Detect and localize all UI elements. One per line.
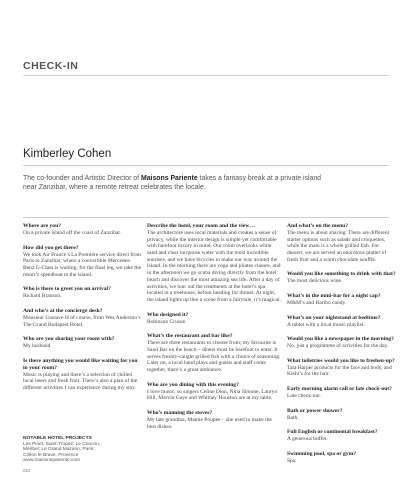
page-number: 024 — [23, 468, 31, 473]
intro-before: The co-founder and Artistic Director of — [23, 175, 141, 182]
answer: The menu is about sharing. There are different starter options such as salads and croquettes, while the main is a whole grilled fish. For dessert, we are served an enormous platter of fresh fruit and a warm chocolate soufflé. — [287, 229, 390, 263]
answer: The most delicious wine. — [287, 278, 343, 285]
answer: My late grandma, Mamie Poupée – she used to make the best dishes. — [147, 416, 272, 430]
name-rule — [23, 165, 389, 166]
question: Who is there to greet you on arrival? — [23, 286, 111, 293]
answer: No, just a programme of activities for the day. — [287, 343, 389, 350]
qa-item — [147, 223, 281, 304]
qa-item — [147, 333, 281, 373]
qa-item — [287, 293, 397, 307]
qa-item — [287, 386, 397, 400]
question: Who are you dining with this evening? — [147, 381, 239, 388]
question: And what’s on the menu? — [287, 223, 349, 229]
projects-line: Méribel; Le Grand Mazarin, Paris; — [23, 447, 95, 453]
question: What toiletries would you like to freshen-up? — [287, 357, 395, 364]
answer: There are three restaurants to choose from; my favourite is Sand Bar on the beach – diners must be barefoot to enter. It serves freshly-caught grilled fish with a choice of seasoning. Later on, a local band plays and guests and staff come together, there’s a great ambiance. — [147, 340, 281, 373]
qa-item — [147, 382, 281, 402]
qa-item — [287, 408, 397, 422]
question: What’s in the mini-bar for a night cap? — [287, 293, 381, 300]
column-2 — [147, 223, 281, 438]
qa-item — [287, 223, 397, 263]
answer: We took Air France’s La Première service direct from Paris to Zanzibar, where a convertible Mercedes-Benz G-Class is waiting; for the final leg, we take the resort’s speedboat to the island. — [23, 251, 142, 278]
answer: Bath. — [287, 414, 299, 421]
qa-item — [23, 223, 142, 237]
answer: M&M’s and Haribo candy. — [287, 299, 347, 306]
notable-projects — [23, 436, 143, 464]
qa-item — [147, 312, 281, 326]
intro-brand: Maisons Pariente — [140, 175, 198, 182]
question: Full English or continental breakfast? — [287, 429, 378, 436]
question: Is there anything you would like waiting for you in your room? — [23, 357, 138, 371]
question: What’s on your nightstand at bedtime? — [287, 314, 381, 321]
section-title: CHECK-IN — [23, 60, 79, 72]
answer: Robinson Crusoe. — [147, 318, 187, 325]
qa-item — [23, 245, 142, 279]
answer: The architecture uses local materials and creates a sense of privacy, while the interior design is simple yet comfortable with barefoot luxury in mind. Our room overlooks white sand and clear turquoise water with the most incredible sunrises, and we have bicycles to make our way around the island. In the morning there are yoga and pilates classes, and in the afternoon we go scuba diving directly from the hotel beach and discover the most amazing sea life. After a day of activities, we tour out the treatments at the hotel’s spa located in a treehouse, before heading for dinner. At night, the island lights up like a scene from a fairytale, it’s magical. — [147, 229, 281, 303]
question: Who’s manning the stoves? — [147, 409, 213, 416]
answer: A tablet with a local music playlist. — [287, 321, 365, 328]
projects-title: NOTABLE HOTEL PROJECTS — [23, 436, 92, 441]
answer: On a private island off the coast of Zanzibar. — [23, 229, 122, 236]
answer: I love music, so singers Celine Dion, Nina Simone, Lauryn Hill, Marvin Gaye and Whitney Houston are at my table. — [147, 388, 278, 402]
qa-item — [147, 410, 281, 430]
answer: Late check-out. — [287, 393, 322, 400]
question: Swimming pool, spa or gym? — [287, 451, 357, 457]
projects-url[interactable]: www.maisonspariente.com — [23, 458, 81, 464]
interview-rule — [23, 217, 389, 218]
qa-item — [287, 271, 397, 285]
projects-line: Crillon le Brave, Provence — [23, 452, 79, 458]
answer: Monsieur Gustave H of course, from Wes Anderson’s The Grand Budapest Hotel. — [23, 314, 141, 328]
question: Would you like a newspaper in the morning? — [287, 336, 394, 343]
top-rule — [23, 75, 389, 76]
question: Who designed it? — [147, 311, 189, 318]
projects-line: Les Pinet, Saint-Tropez; Le Coucou, — [23, 441, 101, 447]
answer: Music is playing and there’s a selection of chilled local beers and fresh fruit. There’s also a plan of the different activities I can experience during my stay. — [23, 371, 138, 392]
question: What’s the restaurant and bar like? — [147, 333, 233, 340]
question: Would you like something to drink with that? — [287, 271, 396, 278]
qa-item — [23, 358, 142, 392]
qa-item — [287, 315, 397, 329]
answer: A generous buffet. — [287, 436, 328, 443]
question: Describe the hotel, your room and the view… — [147, 223, 255, 229]
qa-item — [287, 358, 397, 378]
question: How did you get there? — [23, 244, 79, 251]
question: Where are you? — [23, 223, 62, 229]
qa-item — [287, 336, 397, 350]
question: And who’s at the concierge desk? — [23, 307, 103, 314]
answer: My husband. — [23, 343, 52, 350]
qa-item — [23, 336, 142, 350]
qa-item — [23, 308, 142, 328]
column-1 — [23, 223, 142, 400]
answer: Tata Harper products for the face and body, and Kiehl’s for the hair. — [287, 364, 392, 378]
question: Who are you sharing your room with? — [23, 336, 115, 343]
question: Early morning alarm call or late check-out? — [287, 386, 392, 393]
intro-after: takes a fantasy break at a private island near Zanzibar, where a remote retreat celebrates the locale. — [23, 175, 321, 192]
column-3 — [287, 223, 397, 473]
profile-name: Kimberley Cohen — [23, 148, 112, 160]
qa-item — [23, 286, 142, 300]
answer: Spa. — [287, 457, 297, 464]
intro-paragraph — [23, 174, 323, 193]
answer: Richard Branson. — [23, 293, 62, 300]
qa-item — [287, 451, 397, 465]
qa-item — [287, 429, 397, 443]
question: Bath or power shower? — [287, 407, 343, 414]
